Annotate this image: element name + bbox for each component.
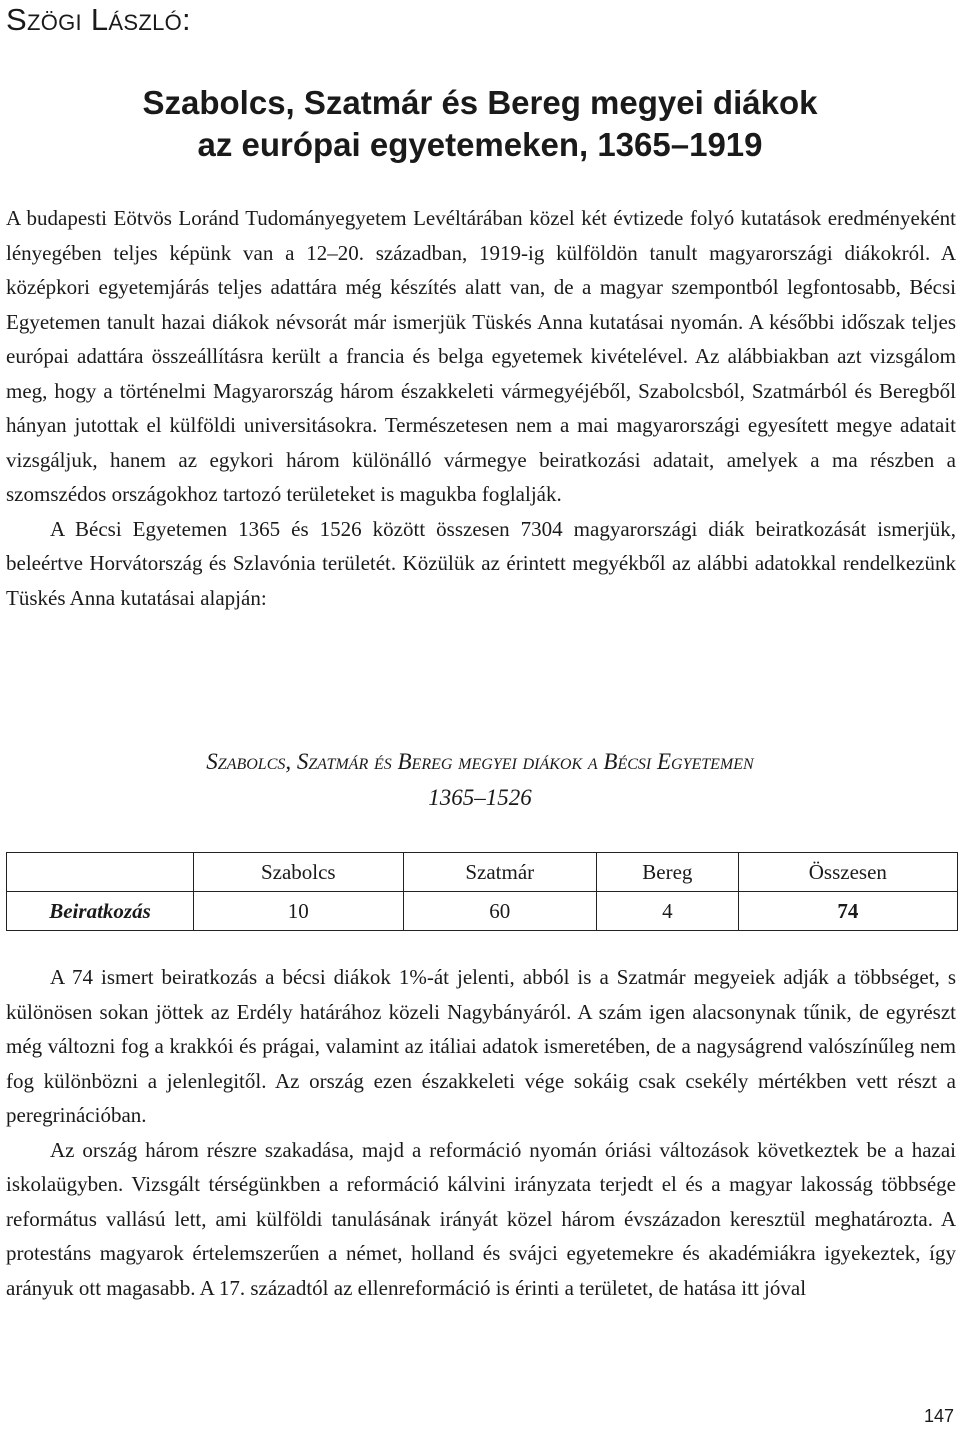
article-title-line-2: az európai egyetemeken, 1365–1919	[197, 126, 763, 163]
paragraph-vienna: A Bécsi Egyetemen 1365 és 1526 között összesen 7304 magyarországi diák beiratkozását ismerjük, beleértve Horvátország és Szlavónia területét. Közülük az érintett megyékből az alábbi adatokkal rendelkezünk Tüskés Anna kutatásai alapján:	[6, 516, 956, 610]
article-title-line-1: Szabolcs, Szatmár és Bereg megyei diákok	[142, 84, 818, 121]
table-title-line-1: Szabolcs, Szatmár és Bereg megyei diákok a Bécsi Egyetemen	[206, 749, 754, 774]
column-header: Összesen	[738, 853, 957, 892]
row-label: Beiratkozás	[7, 892, 194, 931]
table-title-line-2: 1365–1526	[428, 785, 532, 810]
article-title	[0, 82, 960, 166]
paragraph-intro: A budapesti Eötvös Loránd Tudományegyetem Levéltárában közel két évtizede folyó kutatások eredményeként lényegében teljes képünk van a 12–20. században, 1919-ig külföldön tanult magyarországi diákokról. A középkori egyetemjárás teljes adattára még készítés alatt van, de a magyar szempontból legfontosabb, Bécsi Egyetemen tanult hazai diákok névsorát már ismerjük Tüskés Anna kutatásai nyomán. A későbbi időszak teljes európai adattára összeállításra került a francia és belga egyetemek kivételével. Az alábbiakban azt vizsgálom meg, hogy a történelmi Magyarország három északkeleti vármegyéjéből, Szabolcsból, Szatmárból és Beregből hányan jutottak el külföldi universitásokra. Természetesen nem a mai magyarországi egyesített megye adatait vizsgáljuk, hanem az egykori három különálló vármegye beiratkozási adatait, amelyek a ma részben a szomszédos országokhoz tartozó területeket is magukba foglalják.	[6, 206, 956, 506]
table-corner-cell	[7, 853, 194, 892]
author-name: Szögi László:	[6, 2, 191, 37]
paragraph-reformation: Az ország három részre szakadása, majd a reformáció nyomán óriási változások következtek be a hazai iskolaügyben. Vizsgált térségünkben a reformáció kálvini irányzata terjedt el és a magyar lakosság többsége református vallású lett, ami külföldi tanulásának irányát közel három évszázadon keresztül meghatározta. A protestáns magyarok értelemszerűen a német, holland és svájci egyetemekre és akadémiákra igyekeztek, így arányuk ott magasabb. A 17. századtól az ellenreformáció is érinti a területet, de hatása itt jóval	[6, 1137, 956, 1300]
table-cell: 60	[403, 892, 596, 931]
body-text-top	[6, 201, 956, 615]
paragraph-analysis: A 74 ismert beiratkozás a bécsi diákok 1%-át jelenti, abból is a Szatmár megyeiek adják a többséget, s különösen sokan jöttek az Erdély határához közeli Nagybányáról. A szám igen alacsonynak tűnik, de egyrészt még változni fog a krakkói és prágai, valamint az itáliai adatok ismeretében, de a nagyságrend valószínűleg nem fog különbözni a jelenlegitől. Az ország ezen északkeleti vége sokáig csak csekély mértékben vett részt a peregrinációban.	[6, 965, 956, 1127]
table-cell: 4	[596, 892, 738, 931]
body-text-bottom	[6, 960, 956, 1305]
table-row	[7, 892, 958, 931]
table-title	[0, 744, 960, 816]
table-cell-total: 74	[738, 892, 957, 931]
table-header-row	[7, 853, 958, 892]
page-number: 147	[923, 1406, 954, 1426]
column-header: Szatmár	[403, 853, 596, 892]
enrollment-table	[6, 852, 958, 931]
table-cell: 10	[194, 892, 404, 931]
column-header: Szabolcs	[194, 853, 404, 892]
column-header: Bereg	[596, 853, 738, 892]
